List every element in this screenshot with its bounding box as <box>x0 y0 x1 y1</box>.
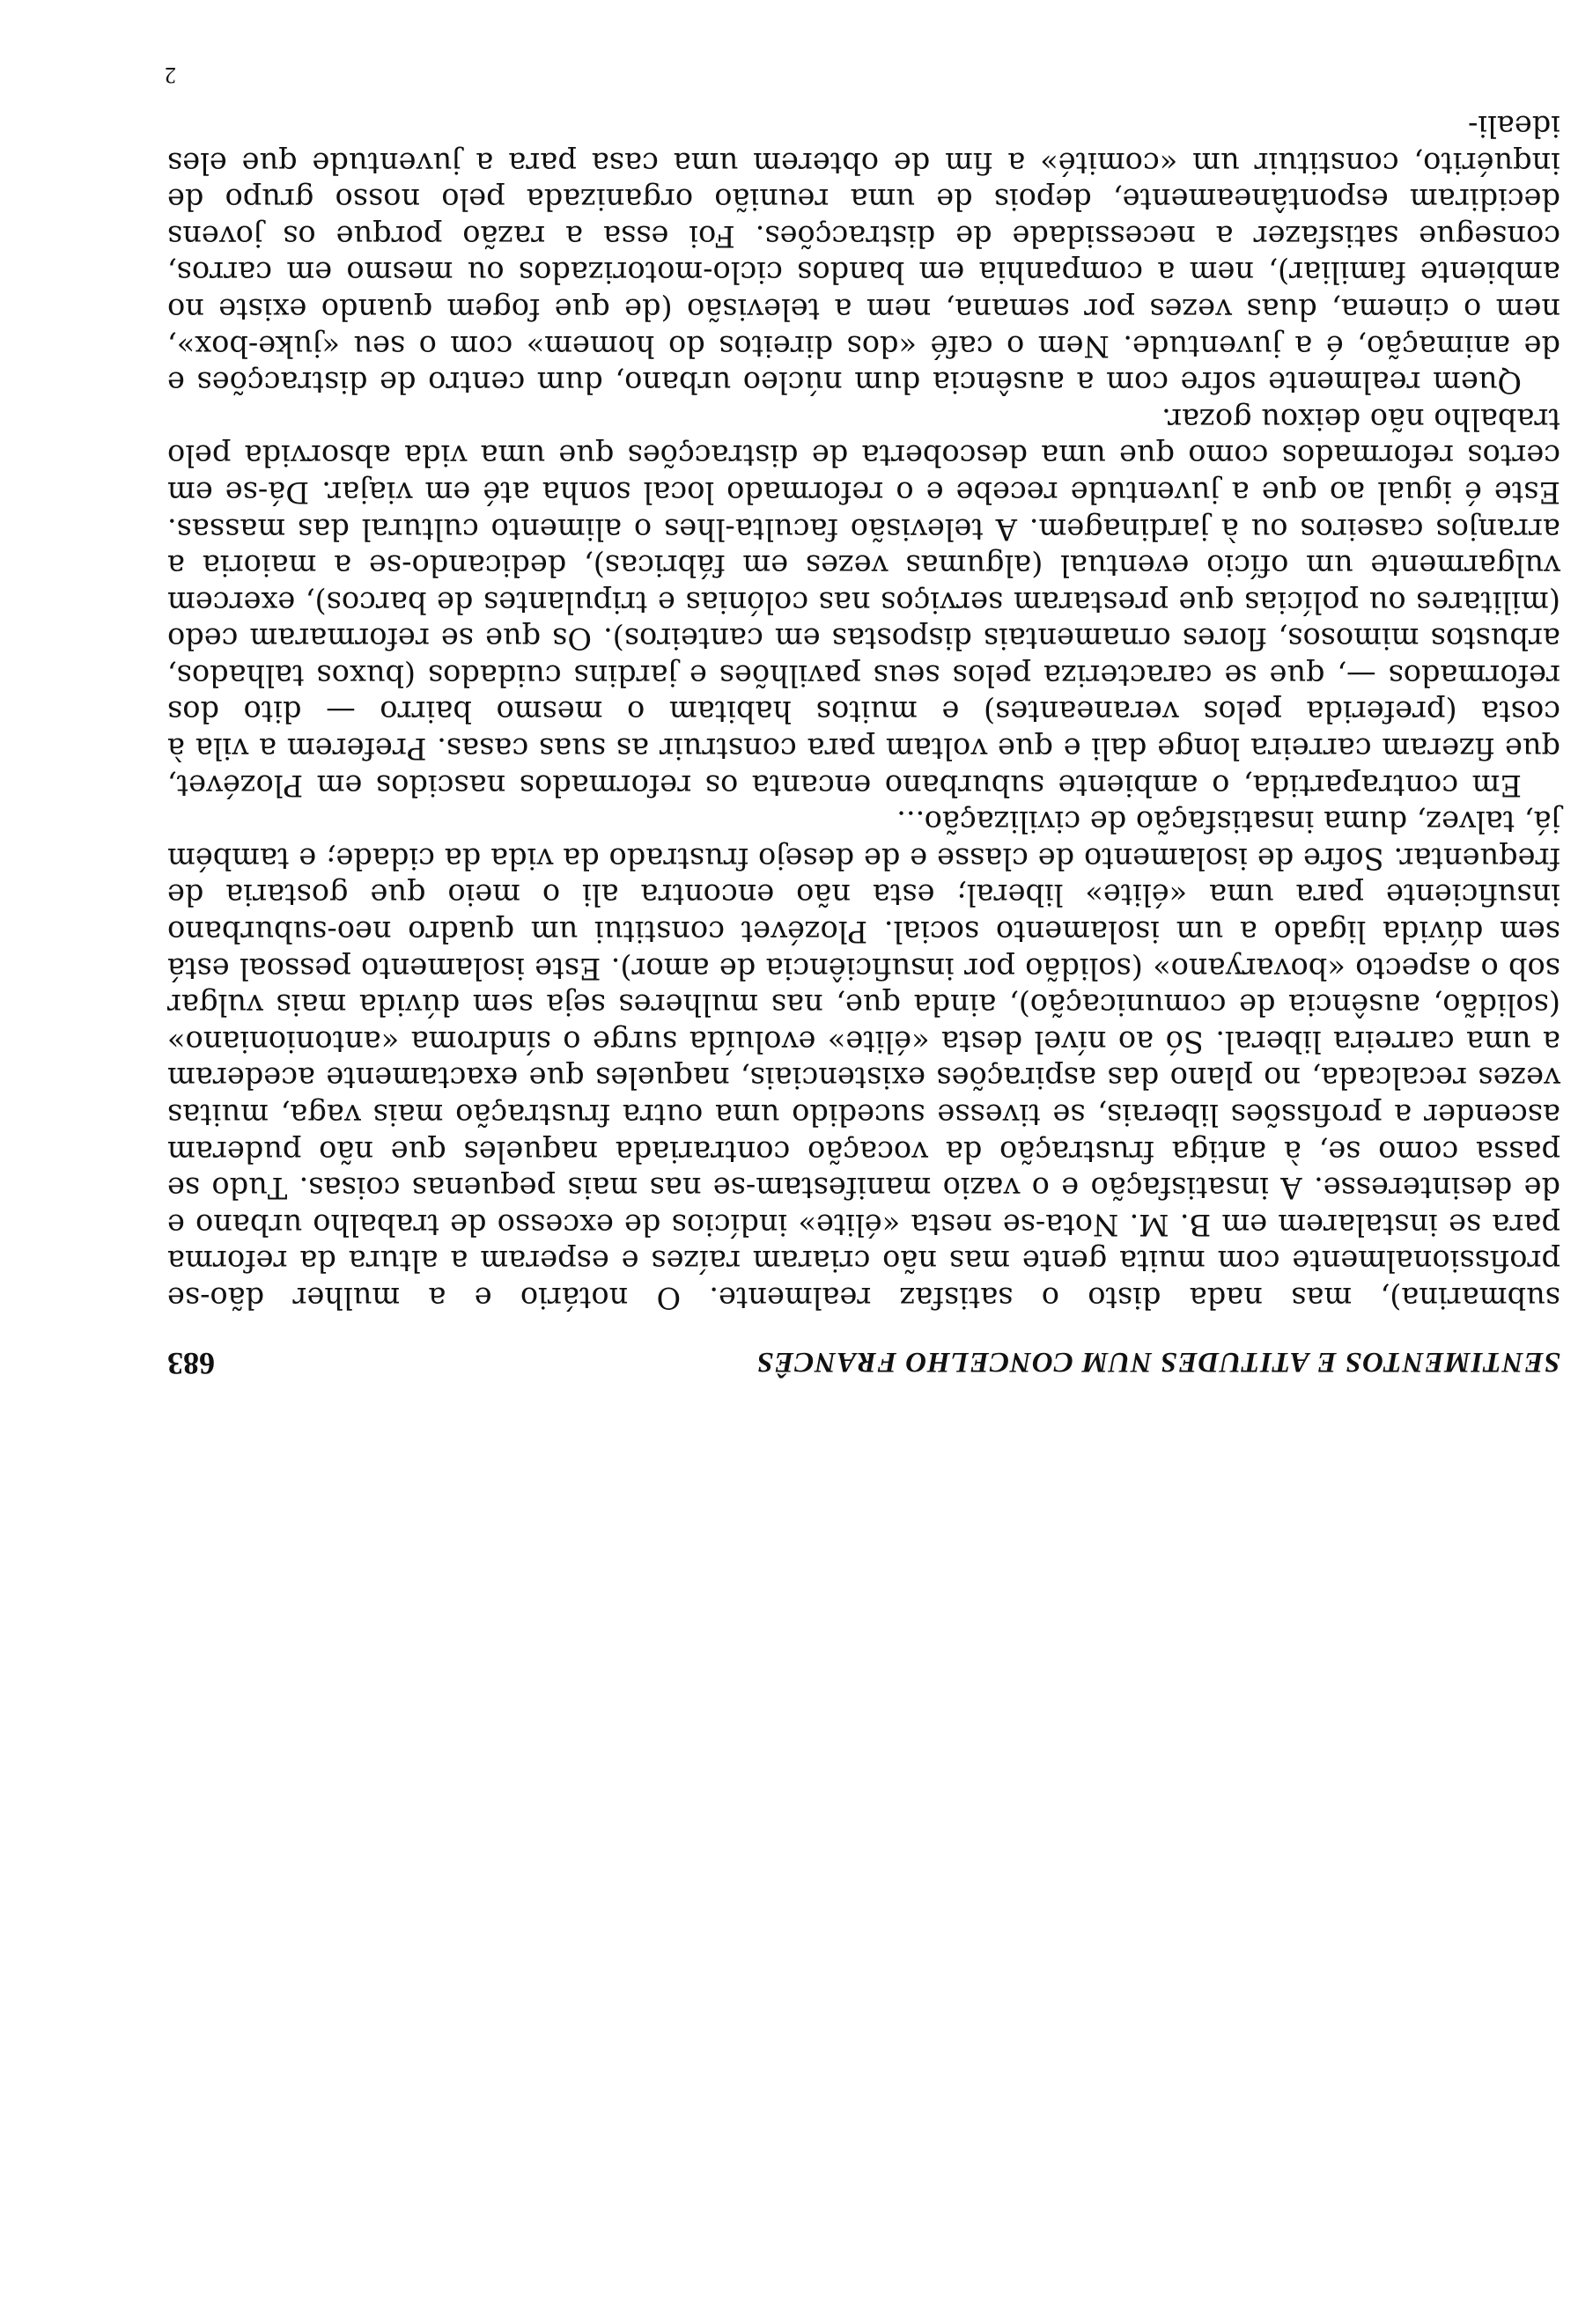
body-text <box>167 107 1560 1316</box>
paragraph-retirees: Em contrapartida, o ambiente suburbano encanta os reformados nascidos em Plozévet, que fizeram carreira longe dali e que voltam para construir as suas casas. Preferem a vila à costa (preferida pelos veraneantes) e muitos habitam o mesmo bairro — dito dos reformados —, que se caracteriza pelos seus pavilhões e jardins cuidados (buxos talhados, arbustos mimosos, flores ornamentais dispostas em canteiros). Os que se reformaram cedo (militares ou polícias que prestaram serviços nas colónias e tripulantes de barcos), exercem vulgarmente um ofício eventual (algumas vezes em fábricas), dedicando-se a maioria a arranjos caseiros ou à jardinagem. A televisão faculta-lhes o alimento cultural das massas. Este é igual ao que a juventude recebe e o reformado local sonha até em viajar. Dá-se em certos reformados como que uma descoberta de distracções que uma vida absorvida pelo trabalho não deixou gozar. <box>167 401 1560 803</box>
footer-folio: 2 <box>165 63 176 88</box>
page-header <box>167 1329 1560 1382</box>
paragraph-continuation: submarina), mas nada disto o satisfaz realmente. O notário e a mulher dão-se profissionalmente com muita gente mas não criaram raízes e esperam a altura da reforma para se instalarem em B. M. Nota-se nesta «élite» indícios de excesso de trabalho urbano e de desinteresse. A insatisfação e o vazio manifestam-se nas mais pequenas coisas. Tudo se passa como se, à antiga frustração da vocação contrariada naqueles que não puderam ascender a profissões liberais, se tivesse sucedido uma outra frustração mais vaga, muitas vezes recalcada, no plano das aspirações existenciais, naqueles que exactamente acederam a uma carreira liberal. Só ao nível desta «élite» evoluída surge o síndroma «antonioniano» (solidão, ausência de comunicação), ainda que, nas mulheres seja sem dúvida mais vulgar sob o aspecto «bovaryano» (solidão por insuficiência de amor). Este isolamento pessoal está sem dúvida ligado a um isolamento social. Plozévet constitui um quadro neo-suburbano insuficiente para uma «élite» liberal; esta não encontra ali o meio que gostaria de frequentar. Sofre de isolamento de classe e de desejo frustrado da vida da cidade; e também já, talvez, duma insatisfação de civilização... <box>167 805 1560 1315</box>
page-number: 683 <box>167 1346 215 1381</box>
paragraph-youth: Quem realmente sofre com a ausência dum núcleo urbano, dum centro de distracções e de animação, é a juventude. Nem o café «dos direitos do homem» com o seu «juke-box», nem o cinema, duas vezes por semana, nem a televisão (de que fogem quando existe no ambiente familiar), nem a companhia em bandos ciclo-motorizados ou mesmo em carros, consegue satisfazer a necessidade de distracções. Foi essa a razão porque os jovens decidiram espontâneamente, depois de uma reunião organizada pelo nosso grupo de inquérito, constituir um «comité» a fim de obterem uma casa para a juventude que eles ideali- <box>167 109 1560 401</box>
running-head: SENTIMENTOS E ATITUDES NUM CONCELHO FRANCÊS <box>756 1346 1560 1378</box>
